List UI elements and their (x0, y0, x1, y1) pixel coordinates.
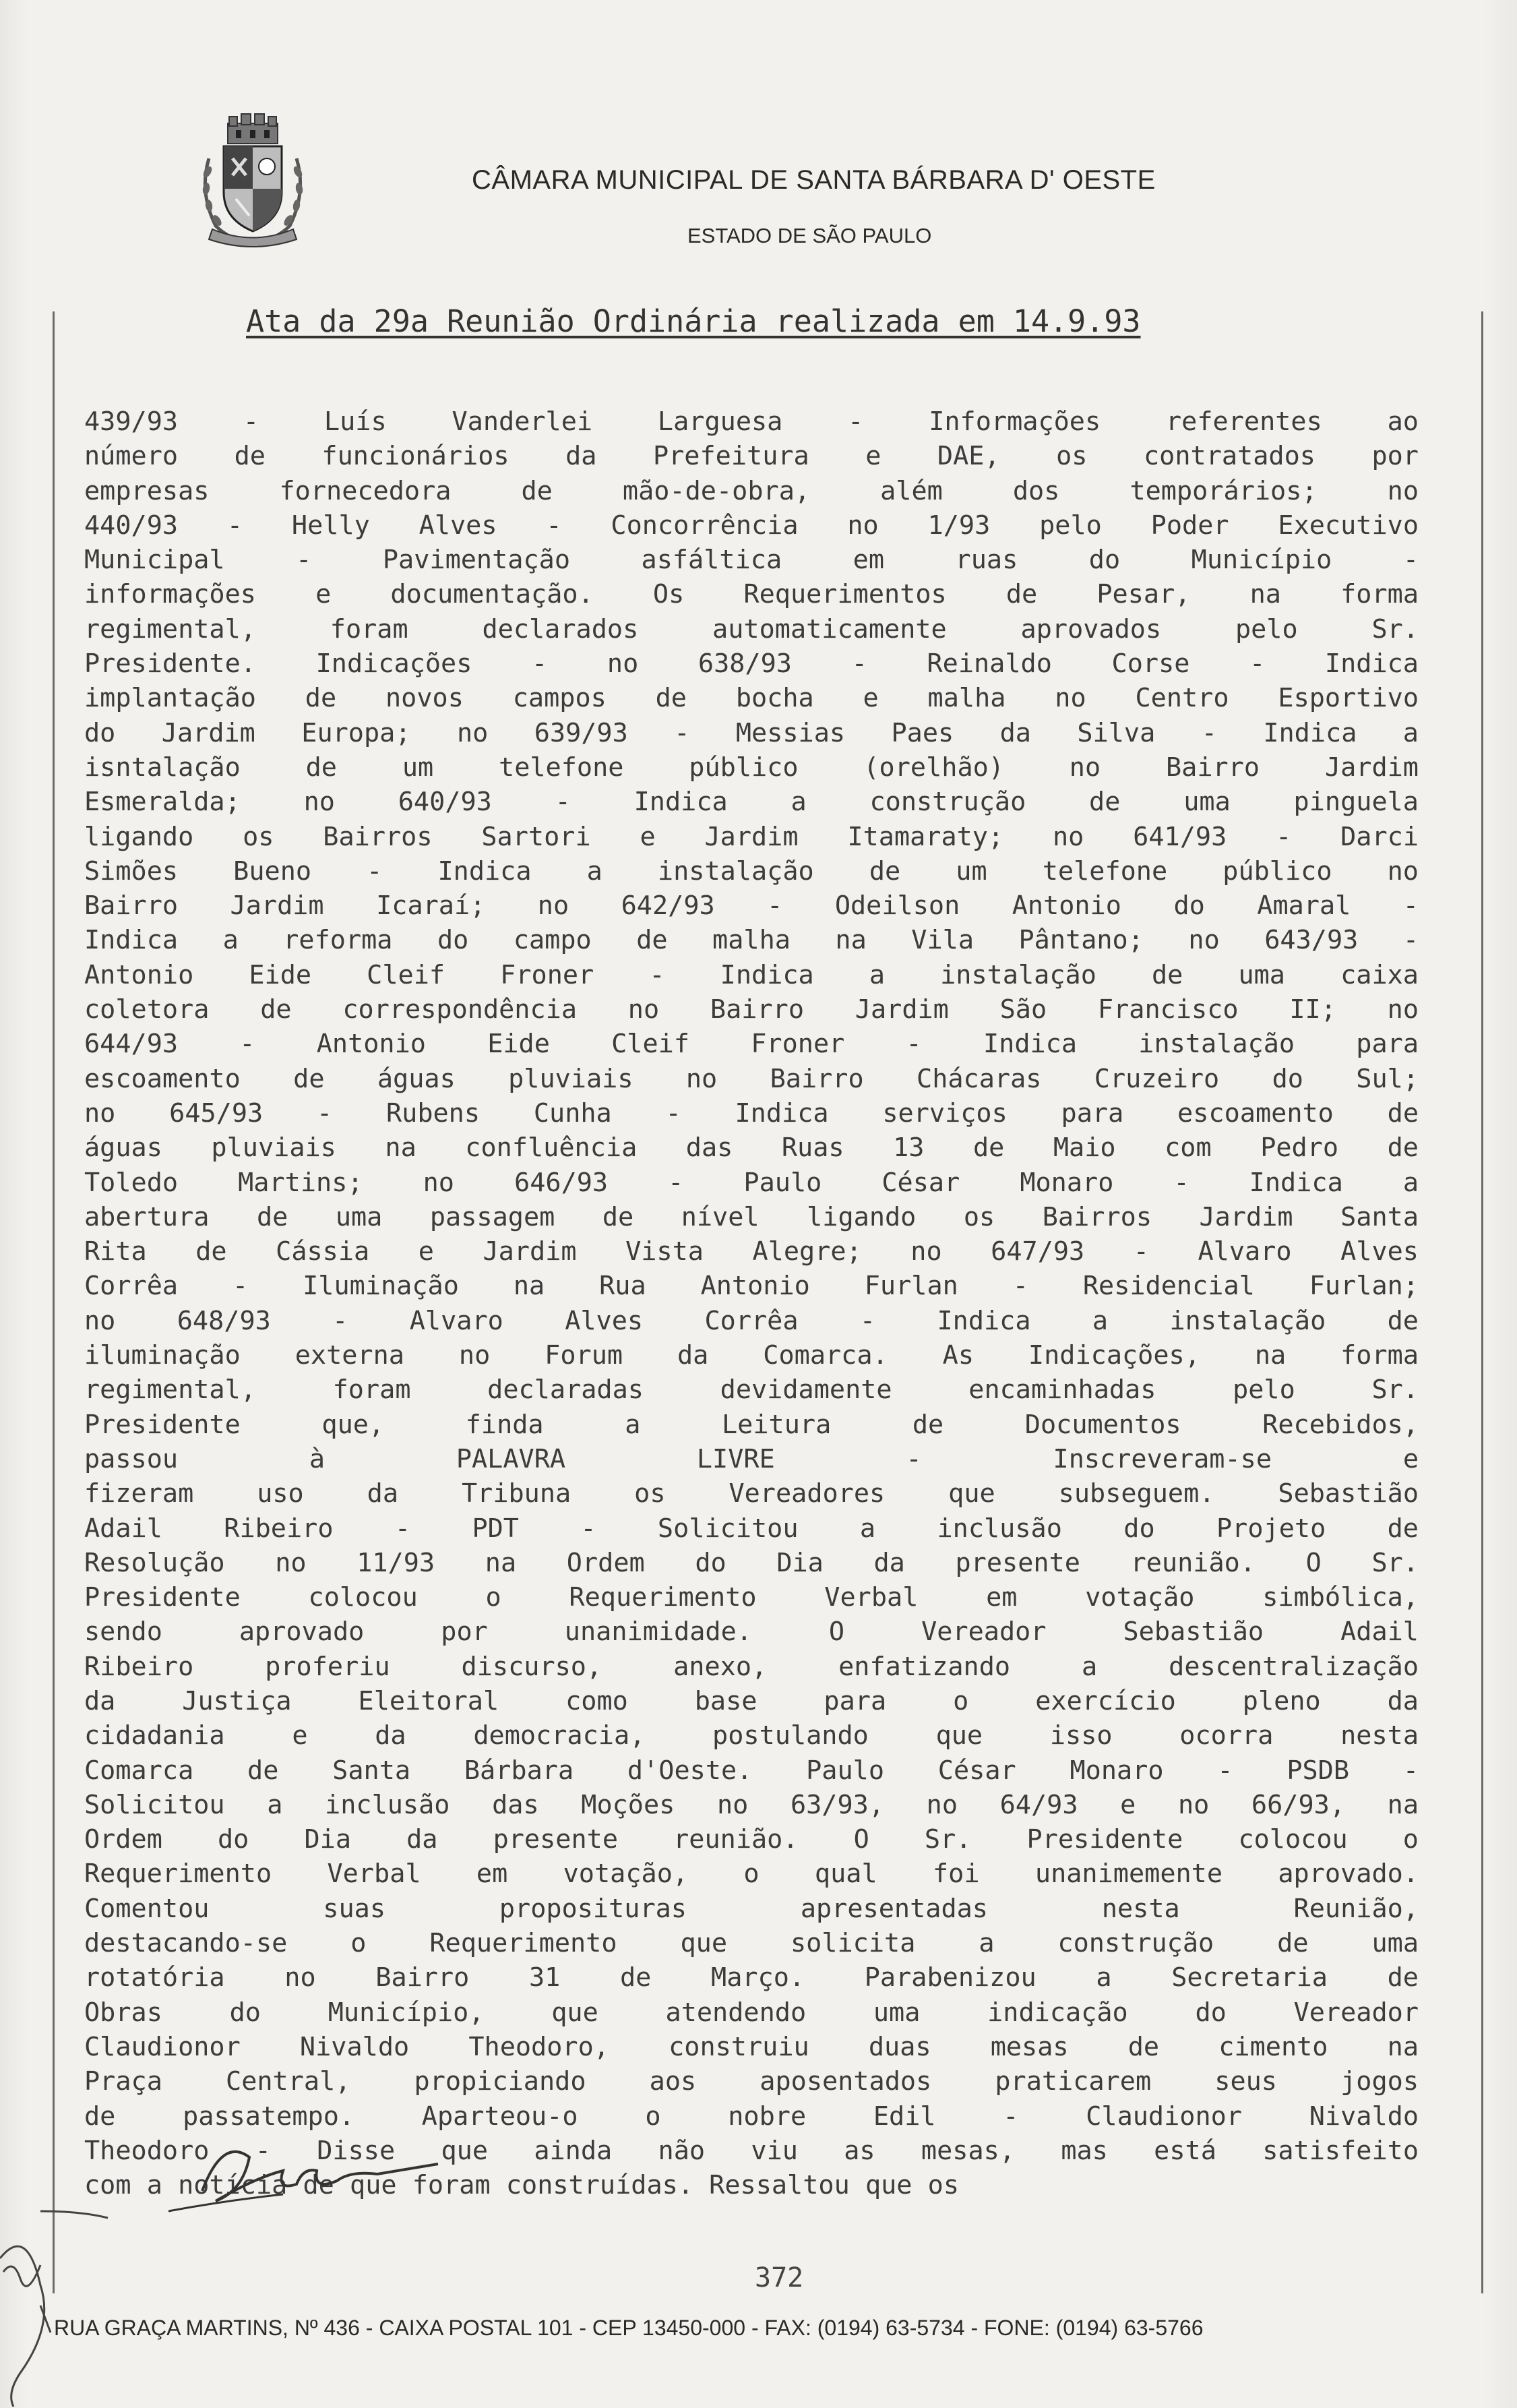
coat-of-arms-icon (195, 111, 310, 249)
minutes-line: Antonio Eide Cleif Froner - Indica a instalação de uma caixa (84, 959, 1419, 990)
page-border-right (1481, 311, 1483, 2293)
minutes-line: Ribeiro proferiu discurso, anexo, enfatizando a descentralização (84, 1651, 1419, 1682)
minutes-line: de passatempo. Aparteou-o o nobre Edil - Claudionor Nivaldo (84, 2101, 1419, 2132)
minutes-line: informações e documentação. Os Requerimentos de Pesar, na forma (84, 579, 1419, 610)
minutes-line: sendo aprovado por unanimidade. O Vereador Sebastião Adail (84, 1617, 1419, 1648)
minutes-line: rotatória no Bairro 31 de Março. Parabenizou a Secretaria de (84, 1962, 1419, 1993)
document-title: Ata da 29a Reunião Ordinária realizada em 14.9.93 (246, 303, 1141, 339)
minutes-line: Adail Ribeiro - PDT - Solicitou a inclusão do Projeto de (84, 1513, 1419, 1544)
minutes-line: fizeram uso da Tribuna os Vereadores que subseguem. Sebastião (84, 1478, 1419, 1509)
minutes-line: Ordem do Dia da presente reunião. O Sr. Presidente colocou o (84, 1824, 1419, 1855)
minutes-line: Simões Bueno - Indica a instalação de um telefone público no (84, 855, 1419, 886)
minutes-line: coletora de correspondência no Bairro Jardim São Francisco II; no (84, 994, 1419, 1025)
minutes-line: Corrêa - Iluminação na Rua Antonio Furlan - Residencial Furlan; (84, 1271, 1419, 1302)
minutes-line: Claudionor Nivaldo Theodoro, construiu duas mesas de cimento na (84, 2031, 1419, 2062)
minutes-line: 439/93 - Luís Vanderlei Larguesa - Informações referentes ao (84, 407, 1419, 437)
minutes-line: Municipal - Pavimentação asfáltica em ruas do Município - (84, 545, 1419, 576)
minutes-line: número de funcionários da Prefeitura e DAE, os contratados por (84, 441, 1419, 472)
footer-address: RUA GRAÇA MARTINS, Nº 436 - CAIXA POSTAL 101 - CEP 13450-000 - FAX: (0194) 63-5734 - FONE: (0194) 63-5766 (54, 2316, 1204, 2340)
minutes-line: isntalação de um telefone público (orelhão) no Bairro Jardim (84, 752, 1419, 783)
page-number: 372 (755, 2262, 804, 2293)
minutes-line: Esmeralda; no 640/93 - Indica a construção de uma pinguela (84, 787, 1419, 818)
minutes-line: Toledo Martins; no 646/93 - Paulo César Monaro - Indica a (84, 1167, 1419, 1198)
signature-mark (0, 2056, 472, 2407)
minutes-line: 644/93 - Antonio Eide Cleif Froner - Indica instalação para (84, 1029, 1419, 1060)
minutes-line: Theodoro - Disse que ainda não viu as mesas, mas está satisfeito (84, 2135, 1419, 2166)
minutes-line: empresas fornecedora de mão-de-obra, além dos temporários; no (84, 475, 1419, 506)
minutes-line: escoamento de águas pluviais no Bairro Chácaras Cruzeiro do Sul; (84, 1063, 1419, 1094)
page-border-left (53, 311, 55, 2293)
minutes-line: implantação de novos campos de bocha e malha no Centro Esportivo (84, 683, 1419, 714)
minutes-line: no 645/93 - Rubens Cunha - Indica serviços para escoamento de (84, 1097, 1419, 1128)
minutes-line: Solicitou a inclusão das Moções no 63/93, no 64/93 e no 66/93, na (84, 1789, 1419, 1820)
minutes-line: Indica a reforma do campo de malha na Vila Pântano; no 643/93 - (84, 925, 1419, 956)
minutes-line: 440/93 - Helly Alves - Concorrência no 1/93 pelo Poder Executivo (84, 510, 1419, 541)
minutes-line: no 648/93 - Alvaro Alves Corrêa - Indica a instalação de (84, 1305, 1419, 1336)
minutes-line: Presidente. Indicações - no 638/93 - Reinaldo Corse - Indica (84, 649, 1419, 680)
minutes-line: Comentou suas proposituras apresentadas nesta Reunião, (84, 1893, 1419, 1924)
minutes-line: destacando-se o Requerimento que solicita a construção de uma (84, 1928, 1419, 1959)
minutes-line: Presidente que, finda a Leitura de Documentos Recebidos, (84, 1409, 1419, 1440)
minutes-line: águas pluviais na confluência das Ruas 13 de Maio com Pedro de (84, 1133, 1419, 1164)
minutes-line: Comarca de Santa Bárbara d'Oeste. Paulo César Monaro - PSDB - (84, 1755, 1419, 1786)
minutes-line: Praça Central, propiciando aos aposentados praticarem seus jogos (84, 2066, 1419, 2097)
minutes-line: regimental, foram declarados automaticamente aprovados pelo Sr. (84, 613, 1419, 644)
minutes-line: Resolução no 11/93 na Ordem do Dia da presente reunião. O Sr. (84, 1547, 1419, 1578)
minutes-line: abertura de uma passagem de nível ligando os Bairros Jardim Santa (84, 1201, 1419, 1232)
state-name: ESTADO DE SÃO PAULO (687, 224, 932, 247)
minutes-line: Obras do Município, que atendendo uma indicação do Vereador (84, 1997, 1419, 2028)
minutes-line: Requerimento Verbal em votação, o qual foi unanimemente aprovado. (84, 1859, 1419, 1890)
minutes-body (84, 404, 1419, 2202)
minutes-line: iluminação externa no Forum da Comarca. As Indicações, na forma (84, 1340, 1419, 1371)
minutes-line: com a notícia de que foram construídas. Ressaltou que os (84, 2170, 960, 2201)
minutes-line: do Jardim Europa; no 639/93 - Messias Paes da Silva - Indica a (84, 717, 1419, 748)
minutes-line: regimental, foram declaradas devidamente encaminhadas pelo Sr. (84, 1375, 1419, 1406)
minutes-line: ligando os Bairros Sartori e Jardim Itamaraty; no 641/93 - Darci (84, 821, 1419, 852)
institution-name: CÂMARA MUNICIPAL DE SANTA BÁRBARA D' OESTE (472, 165, 1156, 195)
minutes-line: da Justiça Eleitoral como base para o exercício pleno da (84, 1685, 1419, 1716)
minutes-line: cidadania e da democracia, postulando que isso ocorra nesta (84, 1720, 1419, 1751)
minutes-line: Bairro Jardim Icaraí; no 642/93 - Odeilson Antonio do Amaral - (84, 891, 1419, 922)
minutes-line: Presidente colocou o Requerimento Verbal em votação simbólica, (84, 1582, 1419, 1613)
minutes-line: passou à PALAVRA LIVRE - Inscreveram-se e (84, 1443, 1419, 1474)
minutes-line: Rita de Cássia e Jardim Vista Alegre; no 647/93 - Alvaro Alves (84, 1236, 1419, 1267)
